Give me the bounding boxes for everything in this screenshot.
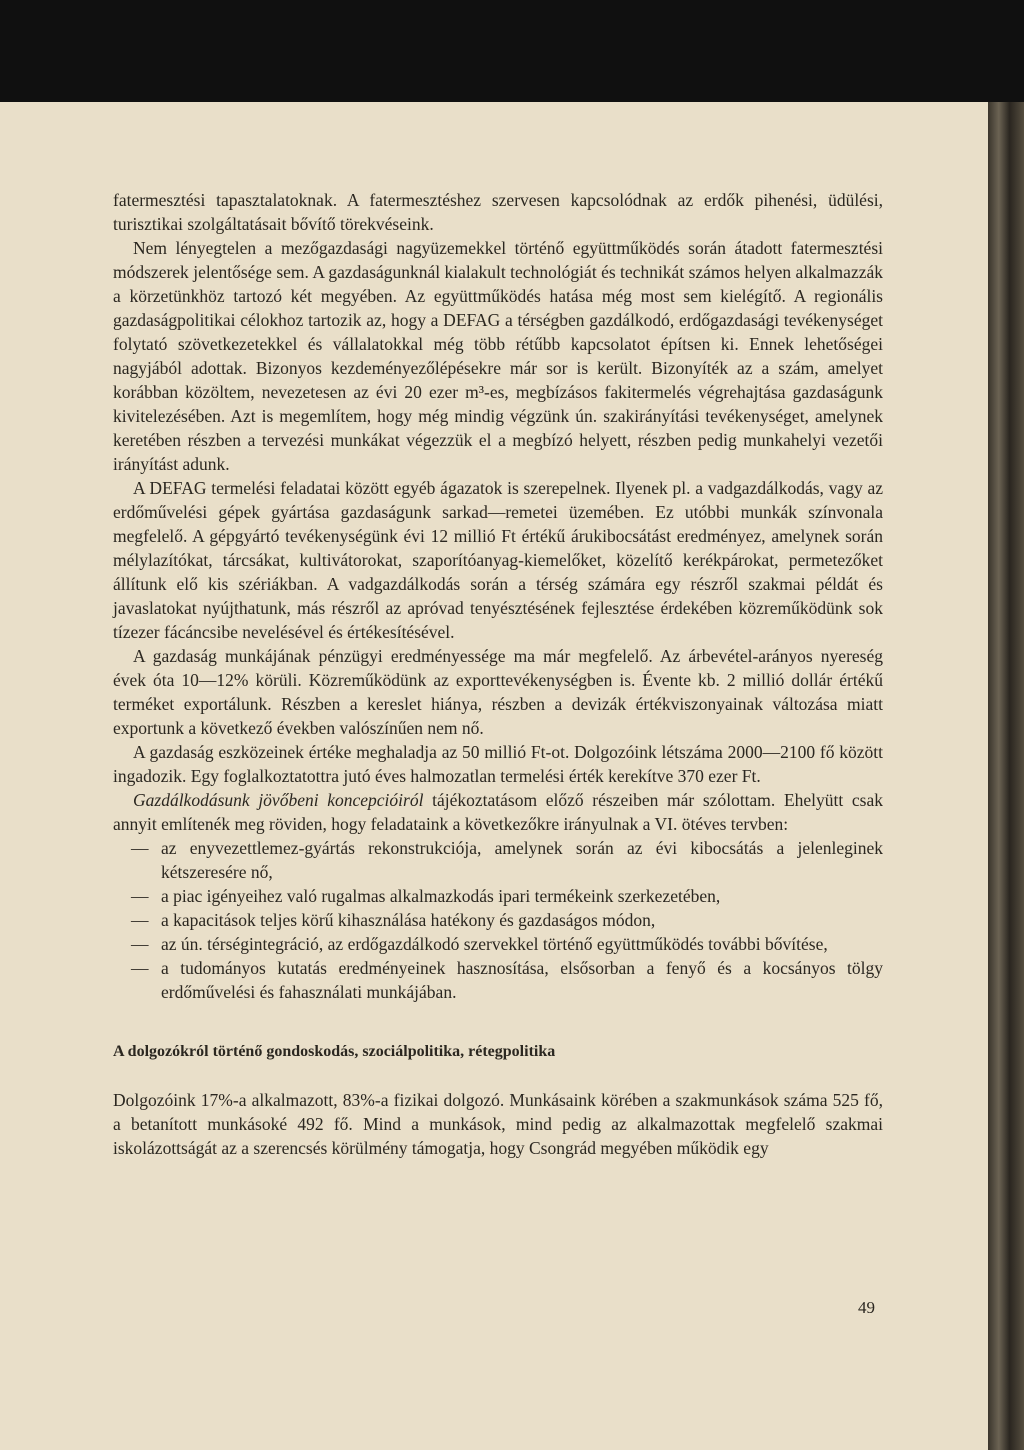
list-item: — a kapacitások teljes körű kihasználása hatékony és gazdaságos módon, — [113, 908, 883, 932]
paragraph-5: A gazdaság eszközeinek értéke meghaladja az 50 millió Ft-ot. Dolgozóink létszáma 2000—2100 fő között ingadozik. Egy foglalkoztatottra jutó éves halmozatlan termelési érték kerekítve 370 ezer Ft. — [113, 742, 883, 786]
page-text — [113, 188, 883, 1160]
concept-italic: Gazdálkodásunk jövőbeni koncepcióiról — [133, 790, 424, 810]
paragraph-4: A gazdaság munkájának pénzügyi eredményessége ma már megfelelő. Az árbevétel-arányos nyereség évek óta 10—12% körüli. Közreműködünk az exporttevékenységben is. Évente kb. 2 millió dollár értékű terméket exportálunk. Részben a kereslet hiánya, részben a devizák értékviszonyainak változása miatt exportunk a következő években valószínűen nem nő. — [113, 646, 883, 738]
section-heading: A dolgozókról történő gondoskodás, szociálpolitika, rétegpolitika — [113, 1043, 556, 1060]
paragraph-2: Nem lényegtelen a mezőgazdasági nagyüzemekkel történő együttműködés során átadott fatermesztési módszerek jelentősége sem. A gazdaságunknál kialakult technológiát és technikát számos helyen alkalmazzák a körzetünkhöz tartozó két megyében. Az együttműködés hatása még most sem kielégítő. A regionális gazdaságpolitikai célokhoz tartozik az, hogy a DEFAG a térségben gazdálkodó, erdőgazdasági tevékenységet folytató szövetkezetekkel és vállalatokkal még több rétűbb kapcsolatot építsen ki. Ennek lehetőségei nagyjából adottak. Bizonyos kezdeményezőlépésekre már sor is került. Bizonyíték az a szám, amelyet korábban közöltem, nevezetesen az évi 20 ezer m³-es, megbízásos fakitermelés végrehajtása gazdaságunk kivitelezésében. Azt is megemlítem, hogy még mindig végzünk ún. szakirányítási tevékenységet, amelynek keretében részben a tervezési munkákat végezzük el a megbízó helyett, részben pedig munkahelyi vezetői irányítást adunk. — [113, 238, 883, 474]
paragraph-1: fatermesztési tapasztalatoknak. A fatermesztéshez szervesen kapcsolódnak az erdők pihenési, üdülési, turisztikai szolgáltatásait bővítő törekvéseink. — [113, 190, 883, 234]
paragraph-3: A DEFAG termelési feladatai között egyéb ágazatok is szerepelnek. Ilyenek pl. a vadgazdálkodás, vagy az erdőművelési gépek gyártása gazdaságunk sarkad—remetei üzemében. Ez utóbbi munkák színvonala megfelelő. A gépgyártó tevékenységünk évi 12 millió Ft értékű árukibocsátást eredményez, amelynek során mélylazítókat, tárcsákat, kultivátorokat, szaporítóanyag-kiemelőket, közelítő kerékpárokat, permetezőket állítunk elő kis szériákban. A vadgazdálkodás során a térség számára egy részről szakmai példát és javaslatokat nyújthatunk, más részről az apróvad tenyésztésének fejlesztése érdekében közreműködünk sok tízezer fácáncsibe nevelésével és értékesítésével. — [113, 478, 883, 642]
list-item: — az ún. térségintegráció, az erdőgazdálkodó szervekkel történő együttműködés további bővítése, — [113, 932, 883, 956]
concept-rest: tájékoztatásom előző részeiben már szólottam. Ehelyütt csak annyit említenék meg röviden, hogy feladataink a következőkre irányulnak a VI. ötéves tervben: — [113, 790, 883, 834]
list-item: — az enyvezettlemez-gyártás rekonstrukciója, amelynek során az évi kibocsátás a jelenleginek kétszeresére nő, — [113, 836, 883, 884]
paragraph-concept — [113, 788, 883, 836]
task-list — [113, 836, 883, 1004]
book-page-edge — [988, 102, 1024, 1450]
paragraph-last: Dolgozóink 17%-a alkalmazott, 83%-a fizikai dolgozó. Munkásaink körében a szakmunkások száma 525 fő, a betanított munkásoké 492 fő. Mind a munkások, mind pedig az alkalmazottak megfelelő szakmai iskolázottságát az a szerencsés körülmény támogatja, hogy Csongrád megyében működik egy — [113, 1090, 883, 1158]
list-item: — a tudományos kutatás eredményeinek hasznosítása, elsősorban a fenyő és a kocsányos tölgy erdőművelési és fahasználati munkájában. — [113, 956, 883, 1004]
list-item: — a piac igényeihez való rugalmas alkalmazkodás ipari termékeink szerkezetében, — [113, 884, 883, 908]
page-number: 49 — [858, 1298, 875, 1317]
document-page — [0, 102, 988, 1450]
